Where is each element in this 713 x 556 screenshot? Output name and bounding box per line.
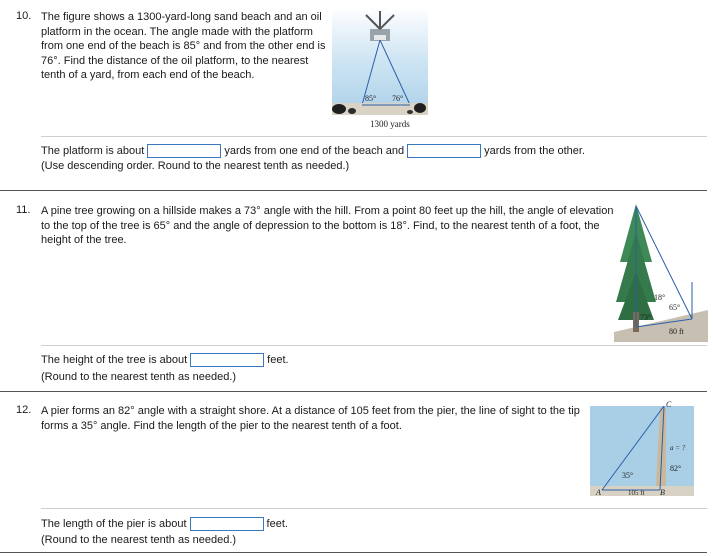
divider (41, 136, 707, 137)
angle-85-label: 85° (365, 94, 377, 103)
problem-separator (0, 391, 707, 392)
divider (41, 508, 707, 509)
pier-length-input[interactable] (190, 517, 264, 531)
problem-10-line: tenth of a yard, from each end of the beach. (41, 69, 255, 81)
pier-figure (590, 398, 694, 500)
answer-suffix: feet. (266, 518, 288, 530)
angle-82-label: 82° (670, 464, 682, 473)
divider (41, 345, 707, 346)
answer-prefix: The height of the tree is about (41, 354, 188, 366)
problem-11-line: A pine tree growing on a hillside makes a 73° angle with the hill. From a point 80 feet up the hill, the angle of elevation (41, 205, 614, 217)
problem-11-number: 11. (16, 204, 31, 216)
problem-11-answer (41, 353, 289, 367)
problem-11-line: to the top of the tree is 65° and the angle of depression to the bottom is 18°. Find, to the nearest tenth of a foot, the (41, 219, 600, 232)
answer-prefix: The length of the pier is about (41, 518, 187, 530)
label-c: C (666, 400, 672, 409)
distance-one-input[interactable] (147, 144, 221, 158)
angle-65-label: 65° (669, 303, 681, 312)
tree-height-input[interactable] (190, 353, 264, 367)
problem-12-line: A pier forms an 82° angle with a straight shore. At a distance of 105 feet from the pier, the line of sight to the tip (41, 405, 580, 417)
angle-76-label: 76° (392, 94, 404, 103)
distance-two-input[interactable] (407, 144, 481, 158)
angle-35-label: 35° (622, 471, 634, 480)
answer-prefix: The platform is about (41, 145, 145, 157)
problem-10-answer (41, 144, 585, 158)
distance-105ft-label: 105 ft (628, 489, 645, 497)
oil-platform-figure (330, 7, 430, 131)
side-a-label: a = ? (670, 444, 686, 452)
answer-suffix: yards from the other. (484, 145, 586, 157)
label-b: B (660, 488, 665, 497)
pine-tree-figure (614, 202, 708, 342)
problem-12-answer (41, 517, 288, 531)
distance-80ft-label: 80 ft (669, 327, 684, 336)
answer-middle: yards from one end of the beach and (224, 145, 405, 157)
problem-10-line: The figure shows a 1300-yard-long sand beach and an oil (41, 11, 322, 23)
problem-separator (0, 190, 707, 191)
problem-12-line: forms a 35° angle. Find the length of the pier to the nearest tenth of a foot. (41, 419, 402, 432)
problem-12-note: (Round to the nearest tenth as needed.) (41, 534, 237, 546)
answer-suffix: feet. (267, 354, 289, 366)
problem-11-line: height of the tree. (41, 234, 127, 246)
problem-10-line: from one end of the beach is 85° and from the other end is (41, 40, 326, 52)
problem-separator (0, 552, 707, 553)
problem-10-line: 76°. Find the distance of the oil platform, to the nearest (41, 54, 309, 67)
problem-12-number: 12. (16, 404, 32, 416)
problem-10-number: 10. (16, 10, 32, 22)
problem-12-text (41, 404, 601, 433)
problem-11-text (41, 204, 621, 248)
problem-10-text (41, 10, 336, 83)
problem-10-line: platform in the ocean. The angle made with the platform (41, 25, 313, 38)
angle-18-label: 18° (654, 293, 666, 302)
problem-11-note: (Round to the nearest tenth as needed.) (41, 371, 237, 383)
base-length-label: 1300 yards (370, 119, 410, 129)
label-a: A (596, 488, 601, 497)
angle-73-label: 73° (640, 313, 652, 322)
problem-10-note: (Use descending order. Round to the nearest tenth as needed.) (41, 160, 350, 172)
